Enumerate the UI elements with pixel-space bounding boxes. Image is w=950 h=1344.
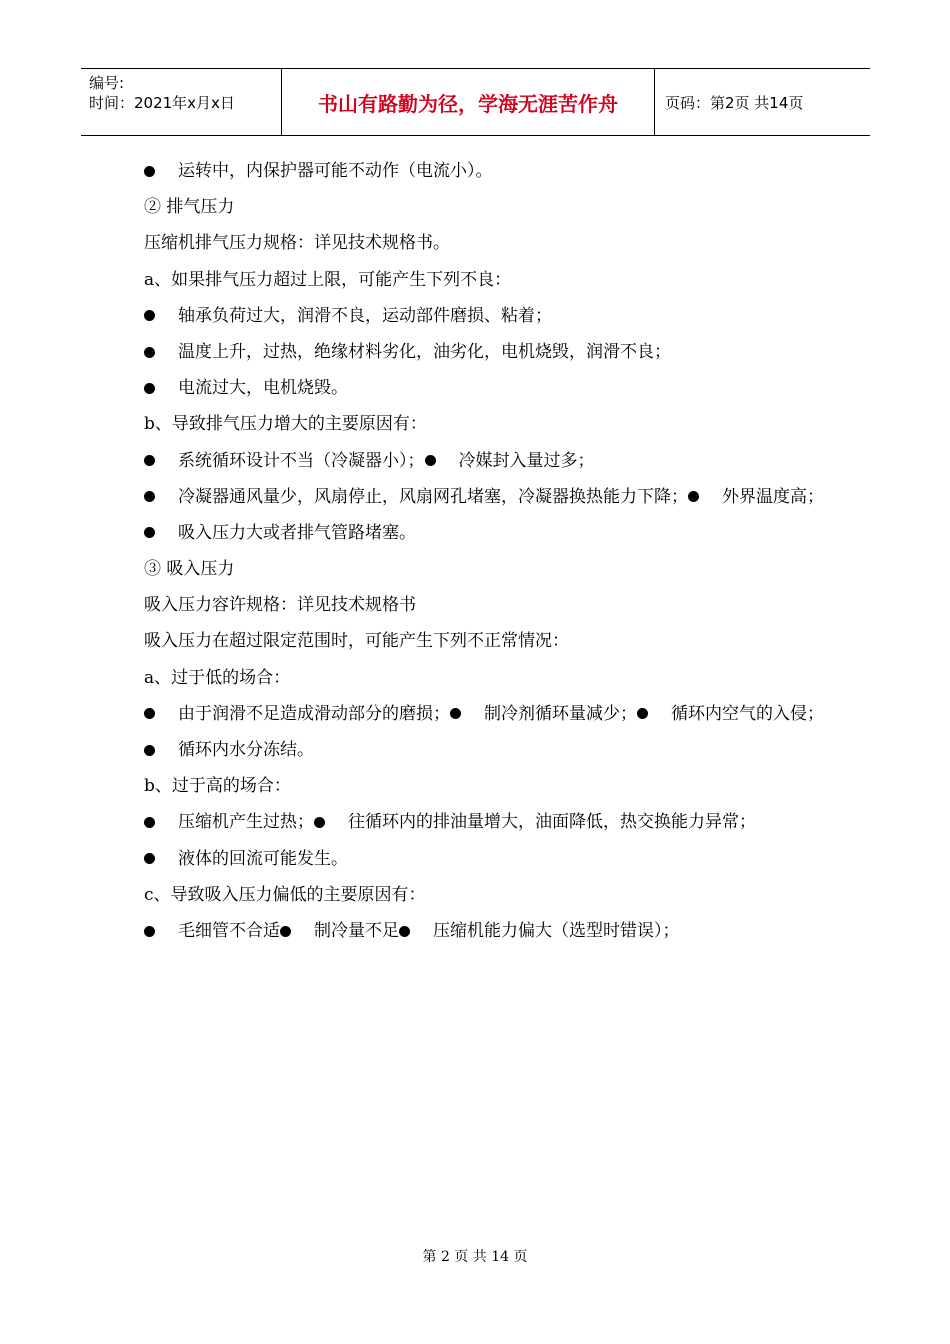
line-text: 液体的回流可能发生。 xyxy=(178,848,348,869)
bullet-dot-icon xyxy=(144,817,155,828)
bullet-item xyxy=(144,153,493,189)
line-text: 外界温度高； xyxy=(722,486,824,507)
line-text: 制冷量不足 xyxy=(314,920,399,941)
bullet-item xyxy=(144,334,671,370)
line-text: 系统循环设计不当（冷凝器小）； xyxy=(178,450,425,471)
bullet-item xyxy=(399,913,680,949)
line-text: a、过于低的场合： xyxy=(144,667,291,688)
bullet-item xyxy=(144,479,688,515)
bullet-dot-icon xyxy=(144,491,155,502)
bullet-item xyxy=(144,913,280,949)
line-text: c、导致吸入压力偏低的主要原因有： xyxy=(144,884,426,905)
header-motto-cell xyxy=(282,69,655,135)
paragraph-line xyxy=(144,551,864,587)
paragraph-line xyxy=(144,225,864,261)
line-text: 压缩机产生过热； xyxy=(178,812,314,833)
header-page-cell xyxy=(655,69,870,135)
bullet-item xyxy=(144,298,552,334)
line-text: b、导致排气压力增大的主要原因有： xyxy=(144,414,427,435)
paragraph-line xyxy=(144,660,864,696)
paragraph-line xyxy=(144,587,864,623)
bullet-dot-icon xyxy=(144,745,155,756)
bullet-dot-icon xyxy=(688,491,699,502)
bullet-item xyxy=(144,732,314,768)
line-text: 吸入压力大或者排气管路堵塞。 xyxy=(178,522,416,543)
bullet-dot-icon xyxy=(144,527,155,538)
paragraph-line xyxy=(144,768,864,804)
line-text: 制冷剂循环量减少； xyxy=(484,703,637,724)
header-page-info: 页码：第2页 共14页 xyxy=(665,93,804,112)
bullet-dot-icon xyxy=(425,455,436,466)
header-left-cell xyxy=(81,69,282,135)
motto-text: 书山有路勤为径，学海无涯苦作舟 xyxy=(318,91,618,116)
line-text: 冷凝器通风量少，风扇停止，风扇网孔堵塞，冷凝器换热能力下降； xyxy=(178,486,688,507)
paragraph-line xyxy=(144,189,864,225)
line-text: 轴承负荷过大，润滑不良，运动部件磨损、粘着； xyxy=(178,305,552,326)
line-text: 温度上升，过热，绝缘材料劣化，油劣化，电机烧毁，润滑不良； xyxy=(178,341,671,362)
line-text: 循环内水分冻结。 xyxy=(178,740,314,760)
line-text: 压缩机能力偏大（选型时错误）； xyxy=(433,920,680,941)
bullet-dot-icon xyxy=(450,708,461,719)
line-text: ② 排气压力 xyxy=(144,197,235,218)
line-text: 循环内空气的入侵； xyxy=(671,703,824,724)
page-footer xyxy=(0,1246,950,1266)
line-text: 吸入压力容许规格：详见技术规格书 xyxy=(144,595,416,616)
bullet-item xyxy=(425,443,595,479)
page-header xyxy=(81,68,870,136)
line-text: ③ 吸入压力 xyxy=(144,559,235,580)
bullet-item xyxy=(280,913,399,949)
line-text: b、过于高的场合： xyxy=(144,776,291,797)
footer-page-number: 第 2 页 共 14 页 xyxy=(422,1249,528,1265)
bullet-item xyxy=(314,804,756,840)
bullet-dot-icon xyxy=(144,708,155,719)
paragraph-line xyxy=(144,623,864,659)
bullet-dot-icon xyxy=(144,926,155,937)
bullet-item xyxy=(144,804,314,840)
serial-number-label: 编号: xyxy=(89,74,125,92)
paragraph-line xyxy=(144,406,864,442)
document-body xyxy=(144,153,864,949)
bullet-dot-icon xyxy=(637,708,648,719)
line-text: 毛细管不合适 xyxy=(178,920,280,941)
line-text: 吸入压力在超过限定范围时，可能产生下列不正常情况： xyxy=(144,631,569,652)
bullet-dot-icon xyxy=(144,853,155,864)
bullet-dot-icon xyxy=(280,926,291,937)
line-text: 由于润滑不足造成滑动部分的磨损； xyxy=(178,703,450,724)
date-label: 时间：2021年x月x日 xyxy=(89,94,235,112)
line-text: 电流过大，电机烧毁。 xyxy=(178,378,348,399)
line-text: 压缩机排气压力规格：详见技术规格书。 xyxy=(144,233,450,254)
line-text: a、如果排气压力超过上限，可能产生下列不良： xyxy=(144,269,512,290)
line-text: 运转中，内保护器可能不动作（电流小）。 xyxy=(178,161,493,181)
paragraph-line xyxy=(144,262,864,298)
bullet-dot-icon xyxy=(144,455,155,466)
line-text: 冷媒封入量过多； xyxy=(458,450,595,471)
bullet-item xyxy=(144,696,450,732)
bullet-dot-icon xyxy=(314,817,325,828)
bullet-dot-icon xyxy=(399,926,410,937)
bullet-item xyxy=(144,370,348,406)
bullet-item xyxy=(144,841,348,877)
bullet-item xyxy=(637,696,824,732)
bullet-item xyxy=(688,479,824,515)
paragraph-line xyxy=(144,877,864,913)
bullet-dot-icon xyxy=(144,166,155,177)
bullet-dot-icon xyxy=(144,383,155,394)
bullet-dot-icon xyxy=(144,347,155,358)
bullet-item xyxy=(450,696,637,732)
bullet-item xyxy=(144,443,425,479)
line-text: 往循环内的排油量增大，油面降低，热交换能力异常； xyxy=(348,812,756,833)
bullet-dot-icon xyxy=(144,310,155,321)
bullet-item xyxy=(144,515,416,551)
